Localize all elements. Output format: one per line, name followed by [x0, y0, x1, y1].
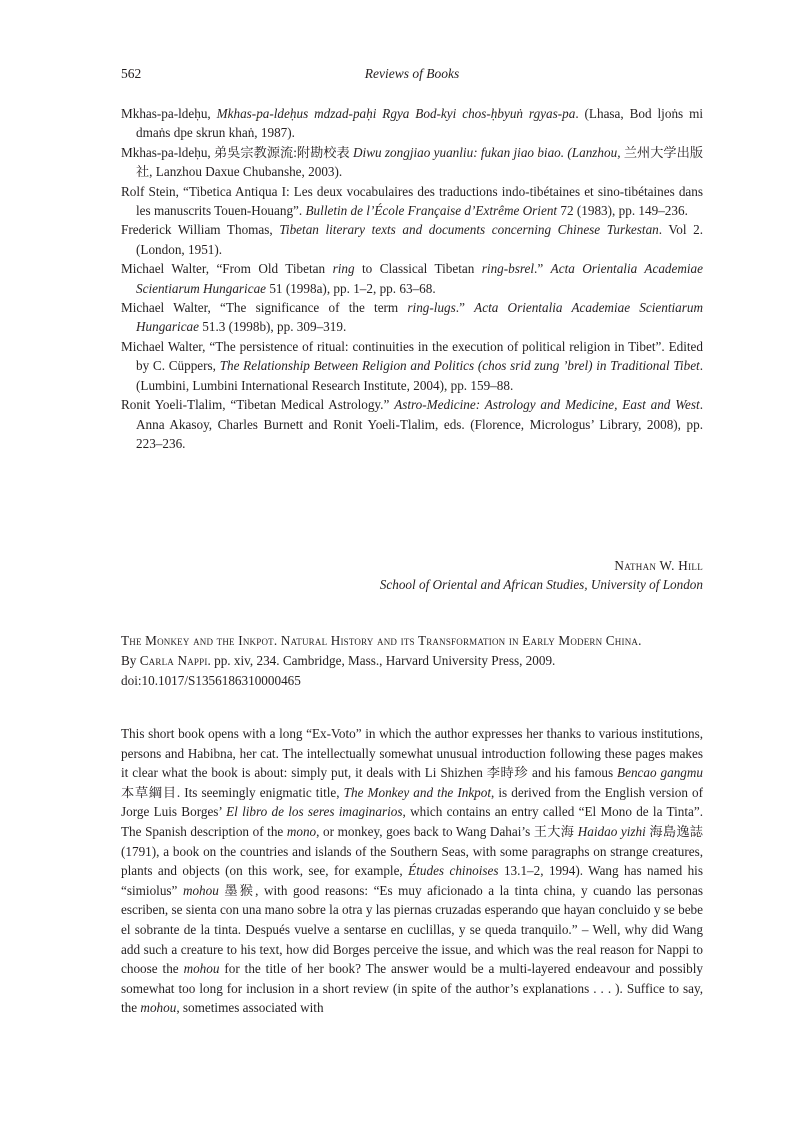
review-heading: The Monkey and the Inkpot. Natural History and its Transformation in Early Modern China. By Carla Nappi. pp. xiv, 234. Cambridge, Mass., Harvard University Press, 2009. doi:10.1017/S1356186310000465: [121, 633, 642, 688]
reference-item: Frederick William Thomas, Tibetan literary texts and documents concerning Chinese Turkestan. Vol 2. (London, 1951).: [121, 222, 703, 257]
reviewer-name: Nathan W. Hill: [614, 558, 703, 573]
reviewer-affiliation: School of Oriental and African Studies, University of London: [379, 577, 703, 592]
reference-item: Michael Walter, “The significance of the term ring-lugs.” Acta Orientalia Academiae Scientiarum Hungaricae 51.3 (1998b), pp. 309–319.: [121, 300, 703, 335]
book-author: Carla Nappi: [139, 653, 208, 668]
reviewer-signature: [121, 556, 703, 594]
doi: doi:10.1017/S1356186310000465: [121, 673, 301, 688]
review-body-paragraph: This short book opens with a long “Ex-Voto” in which the author expresses her thanks to various institutions, persons and Habibna, her cat. The intellectually somewhat unusual introduction following these pages makes it clear what the book is about: simply put, it deals with Li Shizhen 李時珍 and his famous Bencao gangmu 本草綱目. Its seemingly enigmatic title, The Monkey and the Inkpot, is derived from the English version of Jorge Luis Borges’ El libro de los seres imaginarios, which contains an entry called “El Mono de la Tinta”. The Spanish description of the mono, or monkey, goes back to Wang Dahai’s 王大海 Haidao yizhi 海島逸誌 (1791), a book on the countries and islands of the Southern Seas, with some paragraphs on strange creatures, plants and objects (on this work, see, for example, Études chinoises 13.1–2, 1994). Wang has named his “simiolus” mohou 墨猴, with good reasons: “Es muy aficionado a la tinta china, y cuando las personas escriben, se sienta con una mano sobre la otra y las piernas cruzadas esperando que hayan concluido y se bebe el sobrante de la tinta. Después vuelve a sentarse en cuclillas, y se queda tranquilo.” – Well, why did Wang add such a creature to his text, how did Borges perceive the issue, and which was the real reason for Nappi to choose the mohou for the title of her book? The answer would be a multi-layered endeavour and possibly somewhat too long for inclusion in a short review (in spite of the author’s explanations . . . ). Suffice to say, the mohou, sometimes associated with: [121, 726, 703, 1016]
reference-item: Michael Walter, “The persistence of ritual: continuities in the execution of political religion in Tibet”. Edited by C. Cüppers, The Relationship Between Religion and Politics (chos srid zung ’brel) in Traditional Tibet. (Lumbini, Lumbini International Research Institute, 2004), pp. 159–88.: [121, 338, 704, 393]
reference-item: Mkhas-pa-ldeḥu, 弟吳宗教源流:附勘校表 Diwu zongjiao yuanliu: fukan jiao biao. (Lanzhou, 兰州大学出版社, Lanzhou Daxue Chubanshe, 2003).: [121, 144, 704, 180]
page-number: 562: [121, 66, 142, 81]
reference-item: Mkhas-pa-ldeḥu, Mkhas-pa-ldeḥus mdzad-paḥi Rgya Bod-kyi chos-ḥbyuṅ rgyas-pa. (Lhasa, Bod ljoṅs mi dmaṅs dpe skrun khaṅ, 1987).: [121, 106, 703, 141]
book-title: The Monkey and the Inkpot. Natural History and its Transformation in Early Modern China.: [121, 633, 642, 648]
reference-list: [121, 104, 703, 453]
reference-item: Rolf Stein, “Tibetica Antiqua I: Les deux vocabulaires des traductions indo-tibétaines et sino-tibétaines dans les manuscrits Touen-Houang”. Bulletin de l’École Française d’Extrême Orient 72 (1983), pp. 149–236.: [121, 183, 703, 219]
reference-item: Ronit Yoeli-Tlalim, “Tibetan Medical Astrology.” Astro-Medicine: Astrology and Medicine, East and West. Anna Akasoy, Charles Burnett and Ronit Yoeli-Tlalim, eds. (Florence, Micrologus’ Library, 2008), pp. 223–236.: [121, 397, 703, 451]
running-title: Reviews of Books: [364, 66, 460, 81]
book-details: . pp. xiv, 234. Cambridge, Mass., Harvard University Press, 2009.: [207, 653, 556, 668]
reference-item: Michael Walter, “From Old Tibetan ring to Classical Tibetan ring-bsrel.” Acta Orientalia Academiae Scientiarum Hungaricae 51 (1998a), pp. 1–2, pp. 63–68.: [121, 261, 704, 296]
running-header: [121, 66, 703, 86]
